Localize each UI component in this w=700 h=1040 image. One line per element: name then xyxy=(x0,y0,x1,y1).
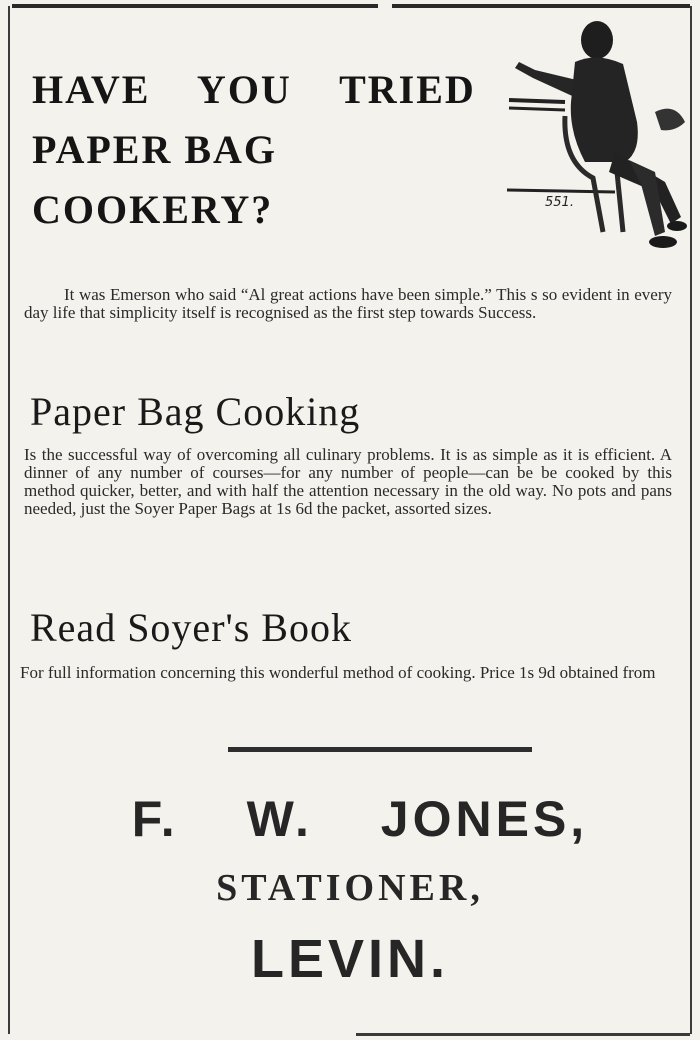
man-seated-pointing-illustration xyxy=(505,12,695,252)
advertiser-trade: STATIONER, xyxy=(216,867,484,909)
headline xyxy=(32,60,532,240)
headline-line-1: HAVE YOU TRIED xyxy=(32,67,476,112)
intro-paragraph: It was Emerson who said “Al great actions have been simple.” This s so evident in every day life that simplicity itself is recognised as the first step towards Success. xyxy=(24,285,672,322)
bottom-rule xyxy=(356,1033,690,1036)
section-heading-read-soyers-book: Read Soyer's Book xyxy=(30,605,352,650)
divider-rule xyxy=(228,747,532,752)
headline-line-3: COOKERY? xyxy=(32,187,274,232)
top-rule-left xyxy=(12,4,378,8)
headline-line-2: PAPER BAG xyxy=(32,127,278,172)
top-rule-right xyxy=(392,4,690,8)
section-body-paper-bag-cooking: Is the successful way of overcoming all culinary problems. It is as simple as it is efficient. A dinner of any number of courses—for any number of people—can be be cooked by this method quicker, better, and with half the attention necessary in the old way. No pots and pans needed, just the Soyer Paper Bags at 1s 6d the packet, assorted sizes. xyxy=(24,445,672,518)
advertiser-name: F. W. JONES, xyxy=(131,791,589,847)
section-body-read-soyers-book: For full information concerning this wonderful method of cooking. Price 1s 9d obtained from xyxy=(20,663,656,682)
section-heading-paper-bag-cooking: Paper Bag Cooking xyxy=(30,389,361,434)
advertiser-town: LEVIN. xyxy=(250,929,450,989)
illustration-number: 551. xyxy=(545,195,574,210)
